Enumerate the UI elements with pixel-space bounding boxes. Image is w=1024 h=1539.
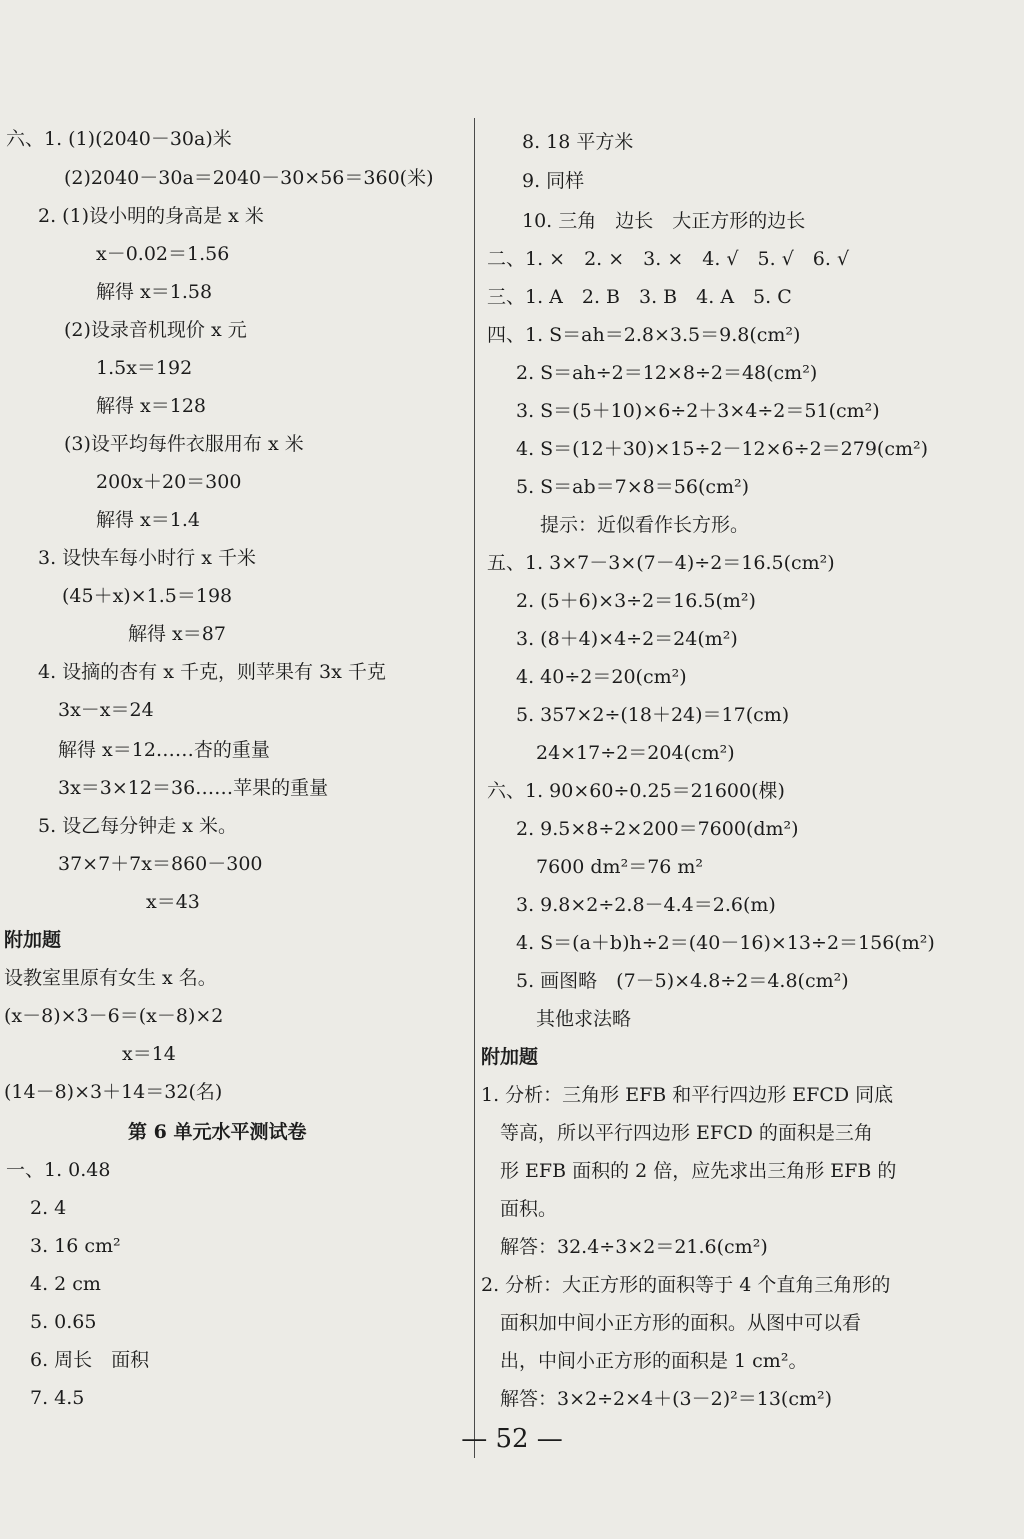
right-line: 2. (5＋6)×3÷2＝16.5(m²) — [516, 590, 756, 612]
bonus-heading: 附加题 — [481, 1046, 539, 1068]
left-line: 4. 设摘的杏有 x 千克，则苹果有 3x 千克 — [38, 661, 386, 683]
right-line: 4. 40÷2＝20(cm²) — [516, 666, 687, 688]
right-line: 三、1. A 2. B 3. B 4. A 5. C — [487, 286, 792, 308]
left-line: (3)设平均每件衣服用布 x 米 — [64, 433, 304, 455]
left-line: 设教室里原有女生 x 名。 — [4, 967, 217, 989]
left-line: (2)设录音机现价 x 元 — [64, 319, 247, 341]
right-line: 五、1. 3×7－3×(7－4)÷2＝16.5(cm²) — [487, 552, 835, 574]
right-line: 二、1. × 2. × 3. × 4. √ 5. √ 6. √ — [487, 248, 850, 270]
left-line: 一、1. 0.48 — [6, 1159, 111, 1181]
right-line: 六、1. 90×60÷0.25＝21600(棵) — [487, 780, 785, 802]
right-line: 四、1. S＝ah＝2.8×3.5＝9.8(cm²) — [487, 324, 801, 346]
right-line: 3. S＝(5＋10)×6÷2＋3×4÷2＝51(cm²) — [516, 400, 880, 422]
bonus-heading: 附加题 — [4, 929, 62, 951]
right-line: 其他求法略 — [536, 1008, 632, 1030]
left-line: 3. 16 cm² — [30, 1235, 121, 1257]
right-line: 24×17÷2＝204(cm²) — [536, 742, 735, 764]
left-line: (2)2040－30a＝2040－30×56＝360(米) — [64, 167, 434, 189]
right-line: 5. 画图略 (7－5)×4.8÷2＝4.8(cm²) — [516, 970, 849, 992]
right-line: 2. S＝ah÷2＝12×8÷2＝48(cm²) — [516, 362, 818, 384]
left-line: 1.5x＝192 — [96, 357, 193, 379]
left-line: 2. (1)设小明的身高是 x 米 — [38, 205, 264, 227]
right-line: 提示：近似看作长方形。 — [540, 514, 750, 536]
right-line: 2. 9.5×8÷2×200＝7600(dm²) — [516, 818, 799, 840]
left-line: 200x＋20＝300 — [96, 471, 242, 493]
left-line: 4. 2 cm — [30, 1273, 101, 1295]
section-title: 第 6 单元水平测试卷 — [128, 1121, 307, 1143]
left-line: 6. 周长 面积 — [30, 1349, 150, 1371]
right-line: 等高，所以平行四边形 EFCD 的面积是三角 — [500, 1122, 873, 1144]
left-line: x＝14 — [122, 1043, 176, 1065]
left-line: 3x－x＝24 — [58, 699, 154, 721]
right-line: 形 EFB 面积的 2 倍，应先求出三角形 EFB 的 — [500, 1160, 897, 1182]
right-line: 5. S＝ab＝7×8＝56(cm²) — [516, 476, 750, 498]
right-line: 解答：3×2÷2×4＋(3－2)²＝13(cm²) — [500, 1388, 833, 1410]
left-line: x－0.02＝1.56 — [96, 243, 230, 265]
right-line: 2. 分析：大正方形的面积等于 4 个直角三角形的 — [481, 1274, 891, 1296]
left-line: (x－8)×3－6＝(x－8)×2 — [4, 1005, 224, 1027]
left-line: 六、1. (1)(2040－30a)米 — [6, 128, 232, 150]
right-line: 4. S＝(a＋b)h÷2＝(40－16)×13÷2＝156(m²) — [516, 932, 935, 954]
right-line: 面积。 — [500, 1198, 558, 1220]
right-line: 7600 dm²＝76 m² — [536, 856, 704, 878]
left-line: 解得 x＝87 — [128, 623, 226, 645]
right-line: 10. 三角 边长 大正方形的边长 — [522, 210, 806, 232]
left-line: 5. 0.65 — [30, 1311, 97, 1333]
left-line: 解得 x＝1.58 — [96, 281, 213, 303]
right-line: 4. S＝(12＋30)×15÷2－12×6÷2＝279(cm²) — [516, 438, 929, 460]
left-line: 37×7＋7x＝860－300 — [58, 853, 263, 875]
left-line: (45＋x)×1.5＝198 — [62, 585, 233, 607]
right-line: 解答：32.4÷3×2＝21.6(cm²) — [500, 1236, 768, 1258]
right-line: 1. 分析：三角形 EFB 和平行四边形 EFCD 同底 — [481, 1084, 894, 1106]
left-line: x＝43 — [146, 891, 200, 913]
right-line: 3. (8＋4)×4÷2＝24(m²) — [516, 628, 738, 650]
right-line: 5. 357×2÷(18＋24)＝17(cm) — [516, 704, 790, 726]
right-line: 面积加中间小正方形的面积。从图中可以看 — [500, 1312, 862, 1334]
left-line: 5. 设乙每分钟走 x 米。 — [38, 815, 237, 837]
left-line: 解得 x＝1.4 — [96, 509, 200, 531]
right-line: 出，中间小正方形的面积是 1 cm²。 — [500, 1350, 808, 1372]
right-line: 9. 同样 — [522, 170, 585, 192]
page-number: — 52 — — [461, 1424, 563, 1454]
left-line: (14－8)×3＋14＝32(名) — [4, 1081, 223, 1103]
column-divider — [474, 118, 475, 1458]
left-line: 解得 x＝12……杏的重量 — [58, 739, 270, 761]
left-line: 3x＝3×12＝36……苹果的重量 — [58, 777, 329, 799]
left-line: 3. 设快车每小时行 x 千米 — [38, 547, 256, 569]
right-line: 3. 9.8×2÷2.8－4.4＝2.6(m) — [516, 894, 776, 916]
left-line: 解得 x＝128 — [96, 395, 207, 417]
left-line: 2. 4 — [30, 1197, 67, 1219]
right-line: 8. 18 平方米 — [522, 131, 634, 153]
left-line: 7. 4.5 — [30, 1387, 85, 1409]
